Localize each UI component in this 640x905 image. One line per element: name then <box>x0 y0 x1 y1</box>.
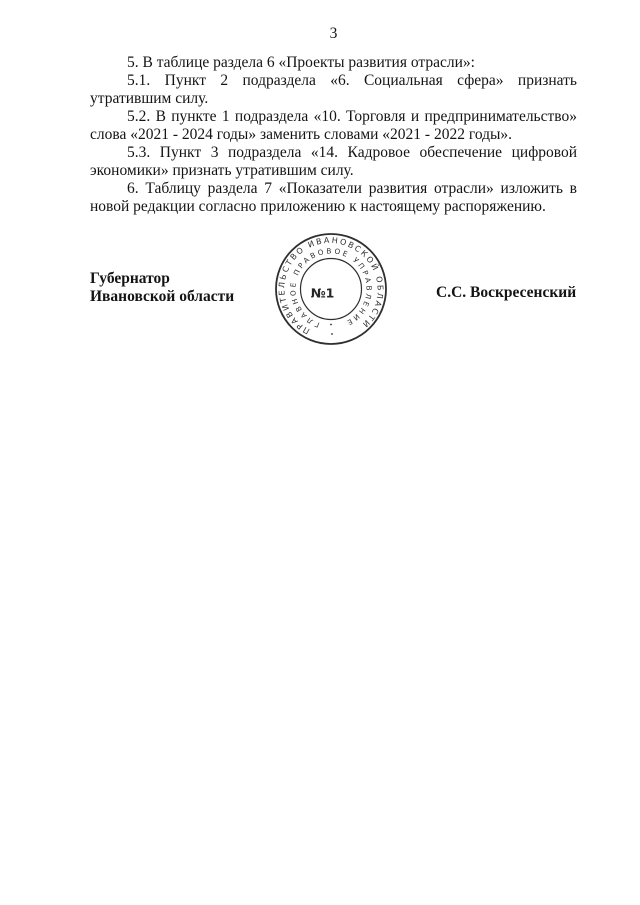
paragraph-line: 6. Таблицу раздела 7 «Показатели развития отрасли» изложить в <box>127 180 577 197</box>
paragraph-line: 5. В таблице раздела 6 «Проекты развития отрасли»: <box>127 54 475 71</box>
paragraph-line: новой редакции согласно приложению к настоящему распоряжению. <box>90 198 546 215</box>
paragraph-line: 5.2. В пункте 1 подраздела «10. Торговля и предпринимательство» <box>127 108 577 125</box>
paragraph-line: 5.3. Пункт 3 подраздела «14. Кадровое обеспечение цифровой <box>127 144 577 161</box>
page-number: 3 <box>329 25 338 42</box>
paragraph-line: слова «2021 - 2024 годы» заменить словами «2021 - 2022 годы». <box>90 126 513 143</box>
signatory-title <box>90 270 234 306</box>
stamp-inner-text: ГЛАВНОЕ ПРАВОВОЕ УПРАВЛЕНИЕ <box>288 246 374 330</box>
signatory-name: С.С. Воскресенский <box>436 284 577 301</box>
stamp-graphic <box>274 232 388 346</box>
paragraph-line: 5.1. Пункт 2 подраздела «6. Социальная сфера» признать <box>127 72 577 89</box>
signatory-title-line2: Ивановской области <box>90 288 235 305</box>
paragraph-line: экономики» признать утратившим силу. <box>90 162 354 179</box>
stamp-number: №1 <box>310 285 335 301</box>
paragraph-line: утратившим силу. <box>90 90 209 107</box>
stamp-outer-text: ПРАВИТЕЛЬСТВО ИВАНОВСКОЙ ОБЛАСТИ <box>277 235 385 336</box>
stamp-outer-separator-dot <box>331 333 333 335</box>
stamp-inner-separator-dot <box>330 324 332 326</box>
document-body <box>90 54 577 216</box>
official-stamp <box>274 232 388 346</box>
signatory-title-line1: Губернатор <box>90 270 170 287</box>
